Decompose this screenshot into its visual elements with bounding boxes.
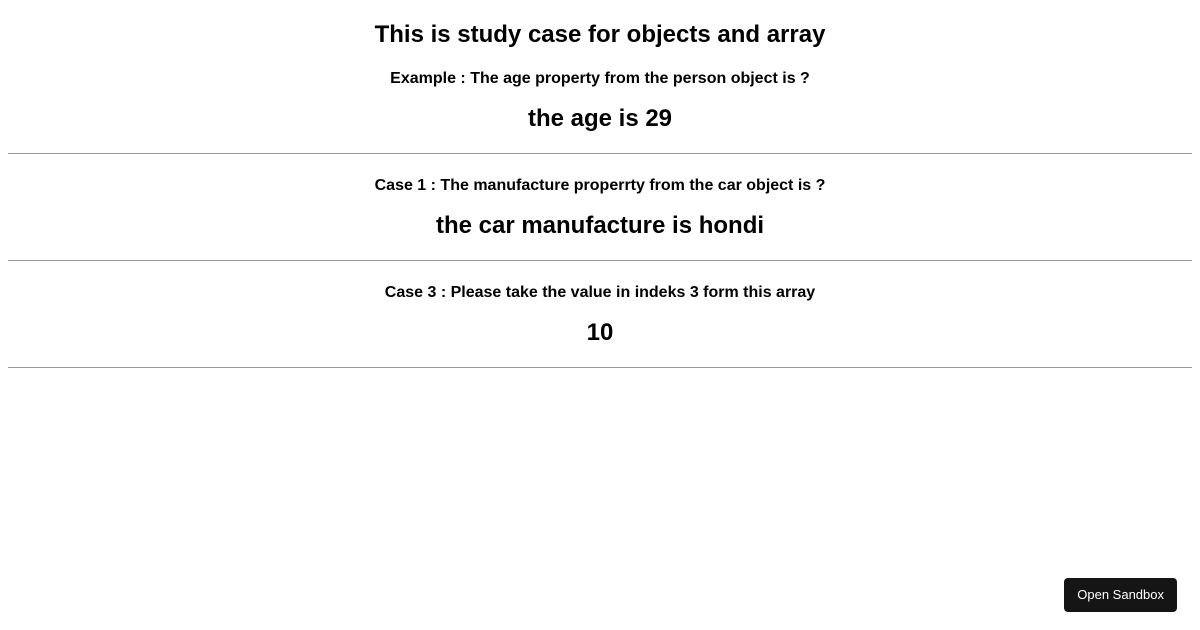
case3-section	[8, 283, 1192, 368]
case3-answer: 10	[586, 319, 614, 346]
example-answer: the age is 29	[527, 105, 673, 132]
case1-section	[8, 176, 1192, 261]
example-section	[8, 69, 1192, 154]
page-title: This is study case for objects and array	[374, 21, 826, 48]
case3-question: Case 3 : Please take the value in indeks 3 form this array	[384, 284, 816, 301]
section-divider	[8, 260, 1192, 261]
case1-answer: the car manufacture is hondi	[435, 212, 765, 239]
open-sandbox-button[interactable]: Open Sandbox	[1064, 578, 1177, 612]
case1-question: Case 1 : The manufacture properrty from the car object is ?	[374, 177, 826, 194]
section-divider	[8, 367, 1192, 368]
example-question: Example : The age property from the person object is ?	[390, 70, 810, 87]
section-divider	[8, 153, 1192, 154]
